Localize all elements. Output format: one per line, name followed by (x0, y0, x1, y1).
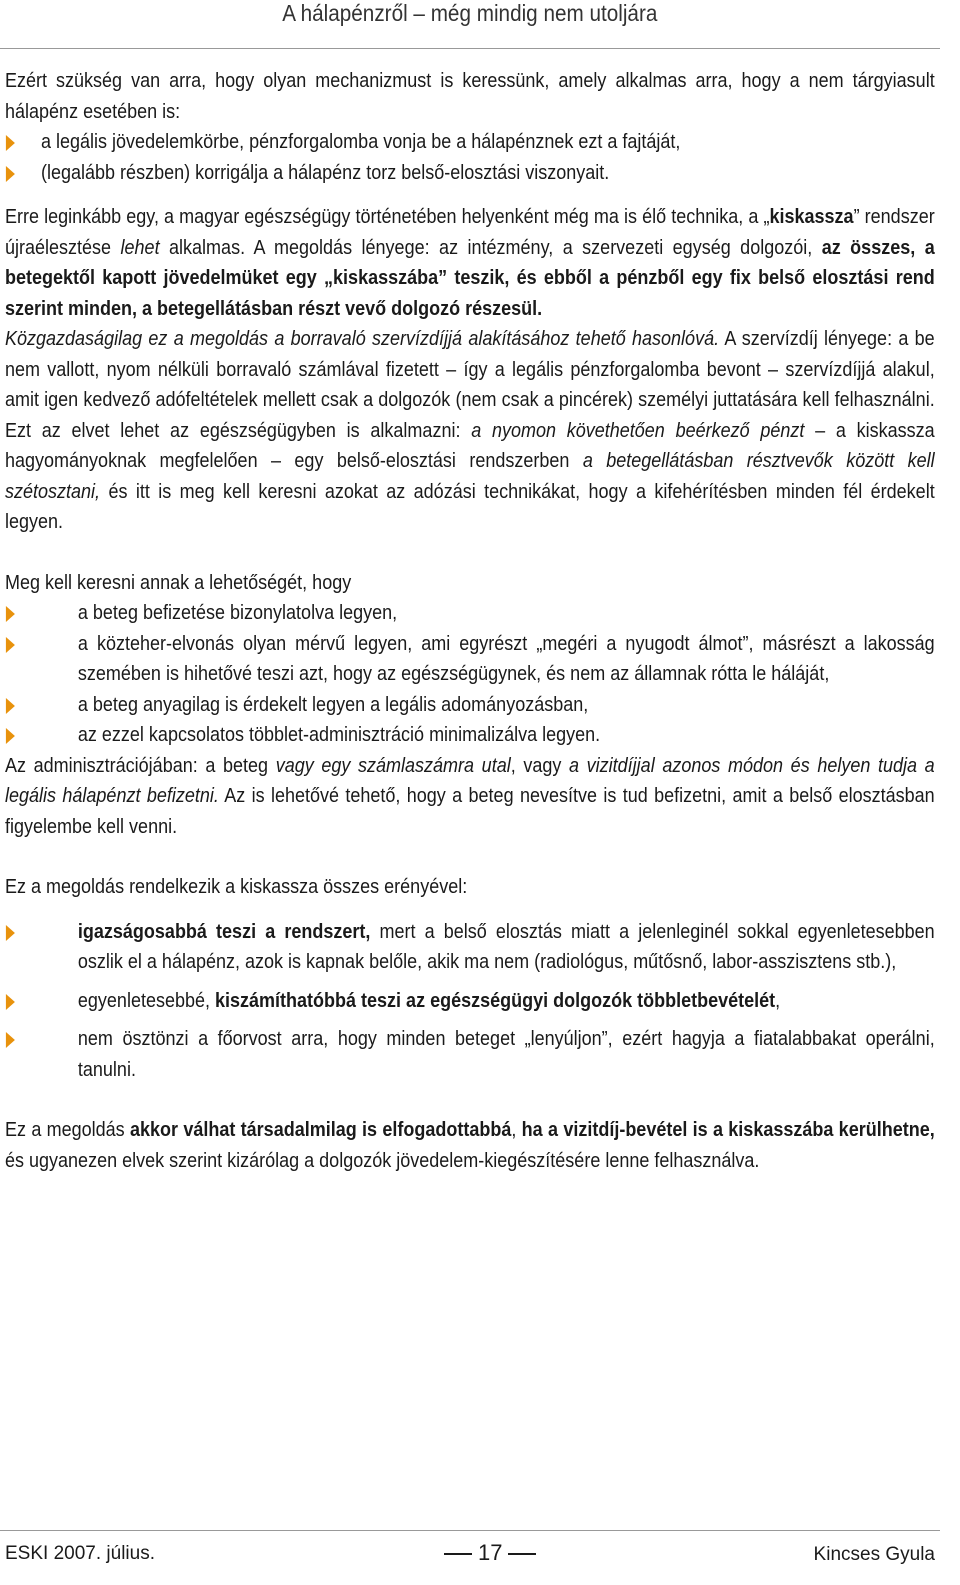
list-item: nem ösztönzi a főorvost arra, hogy minden beteget „lenyúljon”, ezért hagyja a fiatalabbakat operálni, tanulni. (5, 1024, 935, 1085)
paragraph-adminisztracio: Az adminisztrációjában: a beteg vagy egy számlaszámra utal, vagy a vizitdíjjal azonos módon és helyen tudja a legális hálapénzt befizetni. Az is lehetővé tehető, hogy a beteg nevesítve is tud befizetni, amit a belső elosztásban figyelembe kell venni. (5, 754, 935, 838)
header-title: A hálapénzről – még mindig nem utoljára (282, 0, 658, 26)
header-divider (0, 48, 940, 49)
paragraph-vizitdij: Ez a megoldás akkor válhat társadalmilag is elfogadottabbá, ha a vizitdíj-bevétel is a kiskasszába kerülhetne, és ugyanezen elvek szerint kizárólag a dolgozók jövedelem-kiegészítésére lenne felhasználva. (5, 1119, 935, 1172)
bullet-arrow-icon (6, 166, 15, 182)
bullet-arrow-icon (6, 606, 15, 622)
paragraph-lehetoseg: Meg kell keresni annak a lehetőségét, hogy (5, 571, 352, 594)
bullet-arrow-icon (6, 925, 15, 941)
list-item: az ezzel kapcsolatos többlet-adminisztráció minimalizálva legyen. (5, 720, 935, 751)
paragraph-intro: Ezért szükség van arra, hogy olyan mechanizmust is keressünk, amely alkalmas arra, hogy a nem tárgyiasult hálapénz esetében is: (5, 70, 935, 123)
footer-author: Kincses Gyula (813, 1544, 935, 1565)
list-item: a közteher-elvonás olyan mérvű legyen, ami egyrészt „megéri a nyugodt álmot”, másrészt a lakosság szemében is hihetővé teszi azt, hogy az egészségügynek, és nem az államnak rótta le háláját, (5, 629, 935, 690)
list-item: a beteg anyagilag is érdekelt legyen a legális adományozásban, (5, 690, 935, 721)
list-item: a legális jövedelemkörbe, pénzforgalomba vonja be a hálapénznek ezt a fajtáját, (5, 127, 935, 158)
bullet-arrow-icon (6, 994, 15, 1010)
footer-source: ESKI 2007. július. (5, 1543, 155, 1564)
paragraph-erenyek: Ez a megoldás rendelkezik a kiskassza összes erényével: (5, 876, 468, 898)
list-item: egyenletesebbé, kiszámíthatóbbá teszi az egészségügyi dolgozók többletbevételét, (5, 986, 935, 1017)
paragraph-kiskassza: Erre leginkább egy, a magyar egészségügy történetében helyenként még ma is élő technika, a „kiskassza” rendszer újraélesztése lehet alkalmas. A megoldás lényege: az intézmény, a szervezeti egység dolgozói, az összes, a betegektől kapott jövedelmüket egy „kiskasszába” teszik, és ebből a pénzből egy fix belső elosztási rend szerint minden, a betegellátásban részt vevő dolgozó részesül. Közgazdaságilag ez a megoldás a borravaló szervízdíjjá alakításához tehető hasonlóvá. A szervízdíj lényege: a be nem vallott, nyom nélküli borravaló számlával fizetett – így a legális pénzforgalomba bevont – szervízdíjjá alakul, amit igen kedvező adófeltételek mellett csak a dolgozók (nem csak a pincérek) személyi juttatására kell felhasználni. Ezt az elvet lehet az egészségügyben is alkalmazni: a nyomon követhetően beérkező pénzt – a kiskassza hagyományoknak megfelelően – egy belső-elosztási rendszerben a betegellátásban résztvevők között kell szétosztani, és itt is meg kell keresni azokat az adózási technikákat, hogy a kifehérítésben minden fél érdekelt legyen. (5, 206, 935, 533)
bullet-arrow-icon (6, 1032, 15, 1048)
bullet-arrow-icon (6, 135, 15, 151)
bullet-arrow-icon (6, 728, 15, 744)
running-header (0, 0, 940, 36)
list-item: (legalább részben) korrigálja a hálapénz torz belső-elosztási viszonyait. (5, 158, 935, 189)
page-footer (0, 1540, 940, 1570)
document-body (5, 66, 935, 1176)
page-number: 17 (438, 1540, 542, 1566)
list-item: a beteg befizetése bizonylatolva legyen, (5, 598, 935, 629)
bullet-arrow-icon (6, 698, 15, 714)
list-item: igazságosabbá teszi a rendszert, mert a belső elosztás miatt a jelenleginél sokkal egyenletesebben oszlik el a hálapénz, azok is kapnak belőle, akik ma nem (radiológus, műtősnő, labor-asszisztens stb.), (5, 917, 935, 978)
bullet-arrow-icon (6, 637, 15, 653)
footer-divider (0, 1530, 940, 1531)
